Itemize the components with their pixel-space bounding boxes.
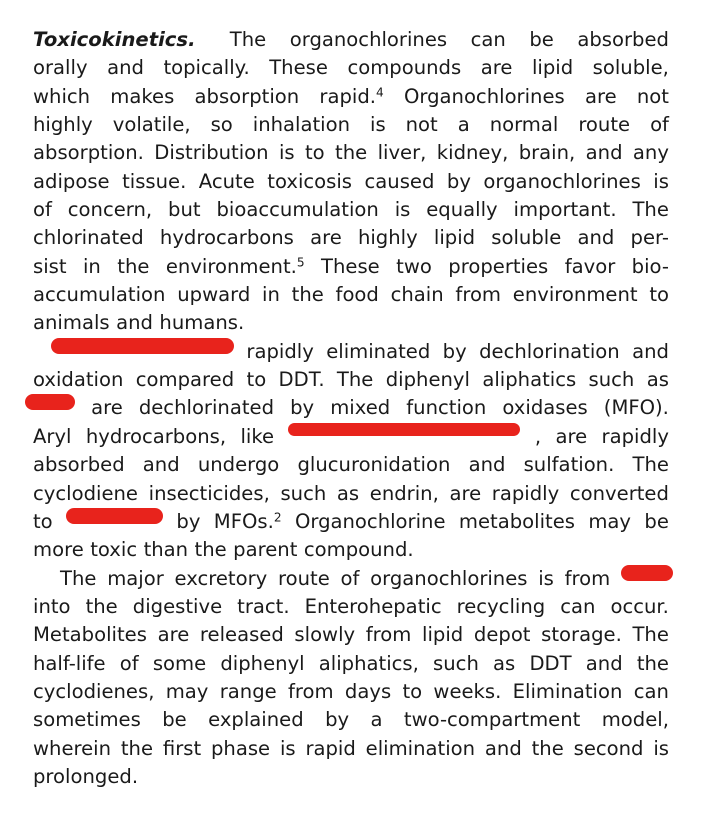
word: DDT bbox=[529, 651, 572, 675]
word: is bbox=[394, 198, 411, 222]
word: organochlorines bbox=[289, 28, 448, 51]
word: orally bbox=[33, 56, 88, 80]
word: half-life bbox=[33, 651, 106, 675]
word: aliphatics bbox=[482, 368, 577, 392]
word: route bbox=[578, 113, 631, 137]
word: highly bbox=[357, 226, 418, 250]
word: prolonged. bbox=[33, 764, 139, 788]
word: weeks. bbox=[433, 679, 502, 703]
word: lipid bbox=[433, 226, 476, 250]
word: oxidases bbox=[502, 396, 588, 420]
word: the bbox=[531, 736, 564, 760]
word: as bbox=[336, 481, 360, 505]
word: compound. bbox=[303, 538, 414, 562]
word: toxic bbox=[90, 538, 138, 562]
word: MFOs.$^2$ bbox=[213, 509, 282, 533]
word: occur. bbox=[610, 594, 669, 618]
word: is bbox=[653, 736, 669, 760]
word: may bbox=[165, 679, 209, 703]
word: to bbox=[33, 509, 53, 533]
word: per- bbox=[630, 226, 669, 250]
word: concern, bbox=[67, 198, 153, 222]
word: recycling bbox=[456, 594, 546, 618]
word: accumulation bbox=[33, 283, 166, 307]
word: glucuronidation bbox=[297, 453, 451, 477]
word: properties bbox=[448, 254, 549, 278]
word: organochlorines bbox=[370, 566, 528, 590]
word: compounds bbox=[347, 56, 462, 80]
word: be bbox=[644, 509, 669, 533]
word: liver, bbox=[377, 141, 427, 165]
word: are bbox=[449, 481, 482, 505]
word: insecticides, bbox=[148, 481, 270, 505]
word: DDT. bbox=[278, 368, 325, 392]
word: sulfation. bbox=[523, 453, 615, 477]
word: and bbox=[142, 453, 180, 477]
word: chlorinated bbox=[33, 226, 144, 250]
word: are bbox=[310, 226, 342, 250]
word: such bbox=[280, 481, 327, 505]
citation-ref: 5 bbox=[296, 255, 305, 270]
word: any bbox=[632, 141, 669, 165]
word: but bbox=[168, 198, 201, 222]
word: phase bbox=[210, 736, 271, 760]
word: These bbox=[269, 56, 328, 80]
word: absorbed bbox=[577, 28, 669, 51]
redaction-mark bbox=[51, 338, 234, 354]
word: and bbox=[585, 141, 623, 165]
word: than bbox=[143, 538, 189, 562]
word: upward bbox=[177, 283, 251, 307]
text-line bbox=[33, 309, 669, 337]
text-line bbox=[33, 593, 669, 621]
word: Organochlorines bbox=[403, 84, 565, 108]
word: Aryl bbox=[33, 424, 72, 448]
word: second bbox=[573, 736, 644, 760]
word: makes bbox=[110, 84, 175, 108]
word: range bbox=[219, 679, 277, 703]
text-line bbox=[33, 168, 669, 196]
word: to bbox=[649, 283, 669, 307]
word: of bbox=[650, 113, 669, 137]
text-line bbox=[33, 650, 669, 678]
word: and bbox=[116, 311, 153, 335]
word: explained bbox=[208, 708, 304, 732]
word: favor bbox=[564, 254, 616, 278]
word: not bbox=[405, 113, 438, 137]
document-body bbox=[33, 26, 669, 791]
word: metabolites bbox=[458, 509, 575, 533]
word: to bbox=[402, 679, 423, 703]
word: environment bbox=[512, 283, 638, 307]
word: hydrocarbons, bbox=[85, 424, 227, 448]
word: diphenyl bbox=[385, 368, 470, 392]
word: organochlorines bbox=[483, 169, 641, 193]
word: and bbox=[585, 651, 623, 675]
word: rapidly bbox=[601, 424, 669, 448]
word: cyclodiene bbox=[33, 481, 138, 505]
text-line bbox=[33, 536, 669, 564]
word: the bbox=[117, 254, 150, 278]
word: and bbox=[632, 339, 669, 363]
text-line bbox=[33, 451, 669, 479]
word: slowly bbox=[294, 623, 356, 647]
word: endrin, bbox=[369, 481, 439, 505]
word: from bbox=[365, 623, 412, 647]
word: released bbox=[199, 623, 284, 647]
word: can bbox=[560, 594, 596, 618]
word: excretory bbox=[174, 566, 268, 590]
word: normal bbox=[489, 113, 559, 137]
word: to bbox=[305, 141, 325, 165]
word: first bbox=[162, 736, 202, 760]
word: like bbox=[240, 424, 275, 448]
word: is bbox=[653, 169, 669, 193]
text-line bbox=[33, 338, 669, 366]
word: days bbox=[344, 679, 392, 703]
word: by bbox=[176, 509, 201, 533]
text-line bbox=[33, 224, 669, 252]
word: lipid bbox=[422, 623, 464, 647]
text-line bbox=[33, 253, 669, 281]
text-line bbox=[33, 83, 669, 111]
word: caused bbox=[364, 169, 435, 193]
word: is bbox=[279, 736, 296, 760]
word: converted bbox=[569, 481, 669, 505]
word: food bbox=[335, 283, 379, 307]
text-line bbox=[33, 678, 669, 706]
word: the bbox=[85, 594, 118, 618]
word: the bbox=[636, 651, 669, 675]
text-line bbox=[33, 706, 669, 734]
word: be bbox=[162, 708, 187, 732]
text-line bbox=[33, 423, 669, 451]
word: inhalation bbox=[252, 113, 351, 137]
word: Acute bbox=[198, 169, 255, 193]
word: to bbox=[246, 368, 267, 392]
citation-ref: 2 bbox=[273, 510, 282, 525]
word: major bbox=[107, 566, 164, 590]
word: more bbox=[33, 538, 84, 562]
word: Elimination bbox=[512, 679, 623, 703]
word: two-compartment bbox=[403, 708, 581, 732]
word: are bbox=[91, 396, 123, 420]
word: brain, bbox=[518, 141, 576, 165]
word: soluble bbox=[491, 226, 562, 250]
word: volatile, bbox=[112, 113, 191, 137]
word: a bbox=[457, 113, 470, 137]
text-line bbox=[33, 621, 669, 649]
word: route bbox=[278, 566, 330, 590]
word: soluble, bbox=[592, 56, 669, 80]
redaction-mark bbox=[621, 565, 673, 581]
word: absorption bbox=[194, 84, 300, 108]
word: digestive bbox=[132, 594, 223, 618]
word: absorption. bbox=[33, 141, 144, 165]
word: by bbox=[446, 169, 471, 193]
word: the bbox=[194, 538, 227, 562]
word: tissue. bbox=[122, 169, 187, 193]
word: tract. bbox=[237, 594, 290, 618]
text-line bbox=[33, 394, 669, 422]
word: eliminated bbox=[326, 339, 431, 363]
word: parent bbox=[233, 538, 298, 562]
word: diphenyl bbox=[220, 651, 305, 675]
word: by bbox=[442, 339, 467, 363]
word: important. bbox=[513, 198, 617, 222]
word: of bbox=[340, 566, 360, 590]
word: the bbox=[291, 283, 324, 307]
redaction-mark bbox=[66, 508, 163, 524]
word: , bbox=[534, 424, 542, 448]
word: undergo bbox=[197, 453, 280, 477]
word: so bbox=[210, 113, 233, 137]
word: mixed bbox=[330, 396, 391, 420]
word: be bbox=[529, 28, 554, 51]
text-line bbox=[33, 480, 669, 508]
word: Enterohepatic bbox=[304, 594, 442, 618]
word: by bbox=[325, 708, 350, 732]
word: and bbox=[107, 56, 144, 80]
word: sometimes bbox=[33, 708, 141, 732]
word: into bbox=[33, 594, 71, 618]
text-line bbox=[33, 26, 669, 54]
word: hydrocarbons bbox=[159, 226, 294, 250]
word: lipid bbox=[531, 56, 574, 80]
word: in bbox=[82, 254, 101, 278]
word: the bbox=[120, 736, 154, 760]
word: equally bbox=[426, 198, 498, 222]
word: aliphatics, bbox=[318, 651, 419, 675]
word: is bbox=[538, 566, 554, 590]
text-line bbox=[33, 763, 669, 791]
word: from bbox=[288, 679, 334, 703]
word: and bbox=[577, 226, 615, 250]
section-heading: Toxicokinetics. bbox=[33, 28, 196, 51]
word: as bbox=[646, 368, 669, 392]
text-line bbox=[33, 281, 669, 309]
word: is bbox=[278, 141, 295, 165]
word: dechlorinated bbox=[138, 396, 275, 420]
word: model, bbox=[601, 708, 669, 732]
text-line bbox=[33, 508, 669, 536]
word: elimination bbox=[365, 736, 476, 760]
word: from bbox=[455, 283, 502, 307]
word: can bbox=[470, 28, 506, 51]
word: rapid.$^4$ bbox=[319, 84, 384, 108]
word: as bbox=[493, 651, 516, 675]
text-line bbox=[33, 111, 669, 139]
word: The bbox=[60, 566, 97, 590]
word: some bbox=[152, 651, 207, 675]
word: oxidation bbox=[33, 368, 124, 392]
word: Metabolites bbox=[33, 623, 147, 647]
word: highly bbox=[33, 113, 93, 137]
word: which bbox=[33, 84, 91, 108]
word: in bbox=[262, 283, 280, 307]
word: The bbox=[632, 623, 669, 647]
word: are bbox=[584, 84, 617, 108]
word: chain bbox=[390, 283, 444, 307]
word: from bbox=[564, 566, 611, 590]
word: (MFO). bbox=[603, 396, 669, 420]
word: of bbox=[33, 198, 52, 222]
word: rapid bbox=[305, 736, 356, 760]
word: of bbox=[119, 651, 139, 675]
word: bioaccumulation bbox=[216, 198, 379, 222]
word: can bbox=[633, 679, 669, 703]
word: depot bbox=[473, 623, 531, 647]
word: The bbox=[632, 198, 669, 222]
text-line bbox=[33, 139, 669, 167]
word: humans. bbox=[159, 311, 245, 335]
word: rapidly bbox=[246, 339, 314, 363]
word: Distribution bbox=[154, 141, 269, 165]
word: cyclodienes, bbox=[33, 679, 155, 703]
text-line bbox=[33, 366, 669, 394]
text-line bbox=[33, 565, 669, 593]
word: such bbox=[433, 651, 479, 675]
text-line bbox=[33, 196, 669, 224]
word: toxicosis bbox=[267, 169, 353, 193]
word: may bbox=[588, 509, 632, 533]
word: such bbox=[588, 368, 635, 392]
word: are bbox=[555, 424, 588, 448]
word: the bbox=[335, 141, 368, 165]
redaction-mark bbox=[25, 394, 75, 410]
word: rapidly bbox=[491, 481, 560, 505]
word: two bbox=[396, 254, 432, 278]
word: function bbox=[406, 396, 487, 420]
word: kidney, bbox=[436, 141, 509, 165]
word: Organochlorine bbox=[294, 509, 446, 533]
word: bio- bbox=[631, 254, 669, 278]
word: topically. bbox=[163, 56, 250, 80]
text-line bbox=[33, 735, 669, 763]
word: wherein bbox=[33, 736, 112, 760]
word: by bbox=[290, 396, 315, 420]
word: absorbed bbox=[33, 453, 125, 477]
word: The bbox=[336, 368, 374, 392]
word: The bbox=[632, 453, 669, 477]
word: a bbox=[370, 708, 383, 732]
word: The bbox=[229, 28, 267, 51]
word: and bbox=[484, 736, 522, 760]
citation-ref: 4 bbox=[376, 85, 384, 100]
word: sist bbox=[33, 254, 67, 278]
word: and bbox=[468, 453, 506, 477]
word: adipose bbox=[33, 169, 110, 193]
word: These bbox=[321, 254, 380, 278]
word: dechlorination bbox=[479, 339, 620, 363]
word: animals bbox=[33, 311, 110, 335]
word: are bbox=[157, 623, 190, 647]
word: compared bbox=[135, 368, 235, 392]
redaction-mark bbox=[288, 423, 520, 436]
word: storage. bbox=[541, 623, 622, 647]
word: are bbox=[480, 56, 513, 80]
word: is bbox=[370, 113, 386, 137]
word: not bbox=[636, 84, 669, 108]
text-line bbox=[33, 54, 669, 82]
word: environment.$^5$ bbox=[165, 254, 305, 278]
